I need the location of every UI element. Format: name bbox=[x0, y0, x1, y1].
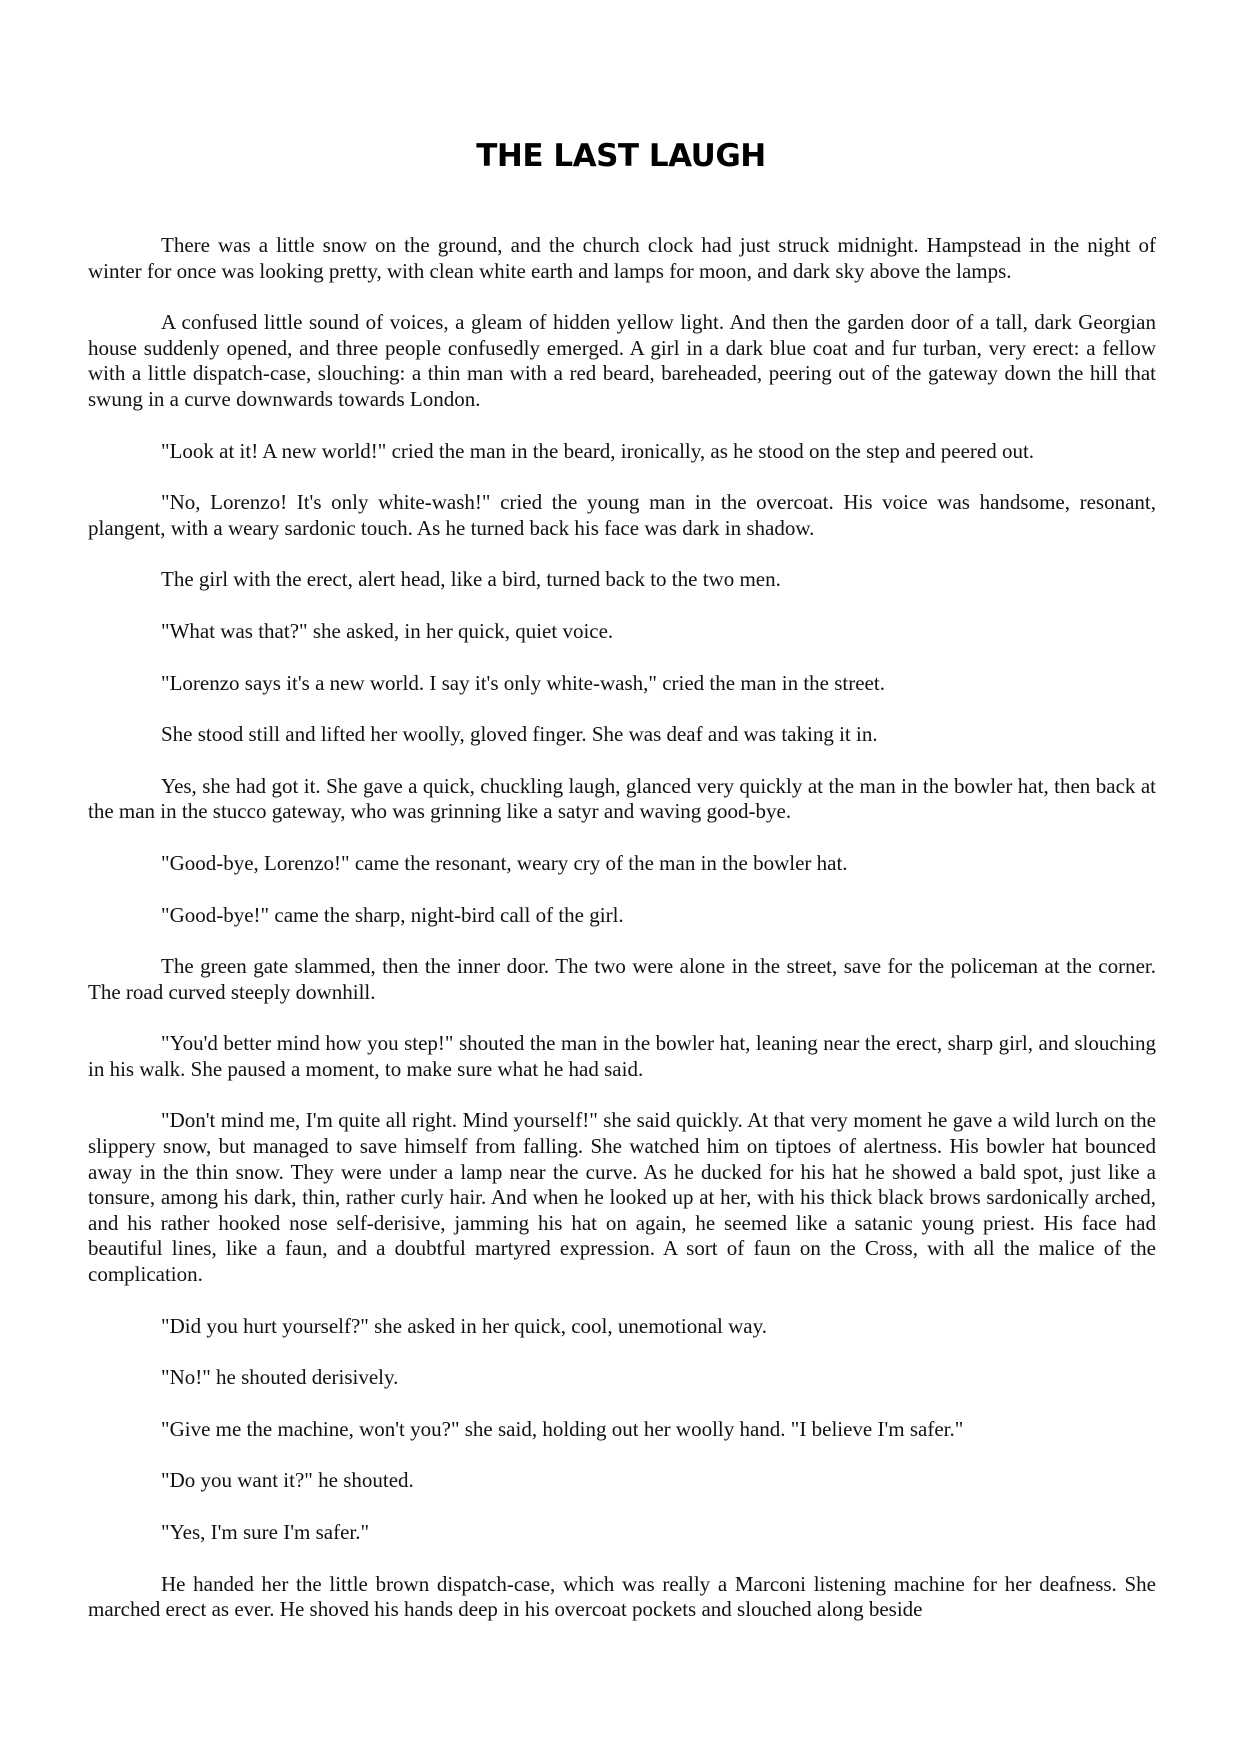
paragraph: A confused little sound of voices, a gleam of hidden yellow light. And then the garden door of a tall, dark Georgian house suddenly opened, and three people confusedly emerged. A girl in a dark blue coat and fur turban, very erect: a fellow with a little dispatch-case, slouching: a thin man with a red beard, bareheaded, peering out of the gateway down the hill that swung in a curve downwards towards London. bbox=[88, 310, 1156, 411]
paragraph: The green gate slammed, then the inner door. The two were alone in the street, save for the policeman at the corner. The road curved steeply downhill. bbox=[88, 954, 1156, 1004]
paragraph: "Good-bye!" came the sharp, night-bird call of the girl. bbox=[161, 902, 624, 927]
paragraph: He handed her the little brown dispatch-case, which was really a Marconi listening machine for her deafness. She marched erect as ever. He shoved his hands deep in his overcoat pockets and slouched along beside bbox=[88, 1571, 1156, 1622]
paragraph: "What was that?" she asked, in her quick, quiet voice. bbox=[161, 618, 614, 643]
paragraph: "No, Lorenzo! It's only white-wash!" cried the young man in the overcoat. His voice was handsome, resonant, plangent, with a weary sardonic touch. As he turned back his face was dark in shadow. bbox=[88, 490, 1156, 540]
paragraph: She stood still and lifted her woolly, gloved finger. She was deaf and was taking it in. bbox=[161, 722, 878, 747]
paragraph: "No!" he shouted derisively. bbox=[161, 1365, 399, 1390]
paragraph: "Give me the machine, won't you?" she said, holding out her woolly hand. "I believe I'm safer." bbox=[161, 1416, 964, 1441]
paragraph: "Do you want it?" he shouted. bbox=[161, 1468, 414, 1493]
story-body bbox=[88, 233, 1156, 1649]
paragraph: "Did you hurt yourself?" she asked in her quick, cool, unemotional way. bbox=[161, 1313, 767, 1338]
paragraph: The girl with the erect, alert head, like a bird, turned back to the two men. bbox=[161, 567, 781, 592]
paragraph: "Good-bye, Lorenzo!" came the resonant, weary cry of the man in the bowler hat. bbox=[161, 850, 848, 875]
paragraph: "You'd better mind how you step!" shouted the man in the bowler hat, leaning near the erect, sharp girl, and slouching in his walk. She paused a moment, to make sure what he had said. bbox=[88, 1031, 1156, 1081]
paragraph: "Yes, I'm sure I'm safer." bbox=[161, 1520, 370, 1544]
paragraph: There was a little snow on the ground, and the church clock had just struck midnight. Hampstead in the night of winter for once was looking pretty, with clean white earth and lamps for moon, and dark sky above the lamps. bbox=[88, 233, 1156, 283]
paragraph: "Lorenzo says it's a new world. I say it's only white-wash," cried the man in the street. bbox=[161, 670, 885, 695]
paragraph: "Don't mind me, I'm quite all right. Mind yourself!" she said quickly. At that very moment he gave a wild lurch on the slippery snow, but managed to save himself from falling. She watched him on tiptoes of alertness. His bowler hat bounced away in the thin snow. They were under a lamp near the curve. As he ducked for his hat he showed a bald spot, just like a tonsure, among his dark, thin, rather curly hair. And when he looked up at her, with his thick black brows sardonically arched, and his rather hooked nose self-derisive, jamming his hat on again, he seemed like a satanic young priest. His face had beautiful lines, like a faun, and a doubtful martyred expression. A sort of faun on the Cross, with all the malice of the complication. bbox=[88, 1108, 1156, 1287]
paragraph: Yes, she had got it. She gave a quick, chuckling laugh, glanced very quickly at the man in the bowler hat, then back at the man in the stucco gateway, who was grinning like a satyr and waving good-bye. bbox=[88, 773, 1156, 824]
paragraph: "Look at it! A new world!" cried the man in the beard, ironically, as he stood on the step and peered out. bbox=[161, 438, 1035, 463]
page-title: THE LAST LAUGH bbox=[476, 138, 766, 174]
